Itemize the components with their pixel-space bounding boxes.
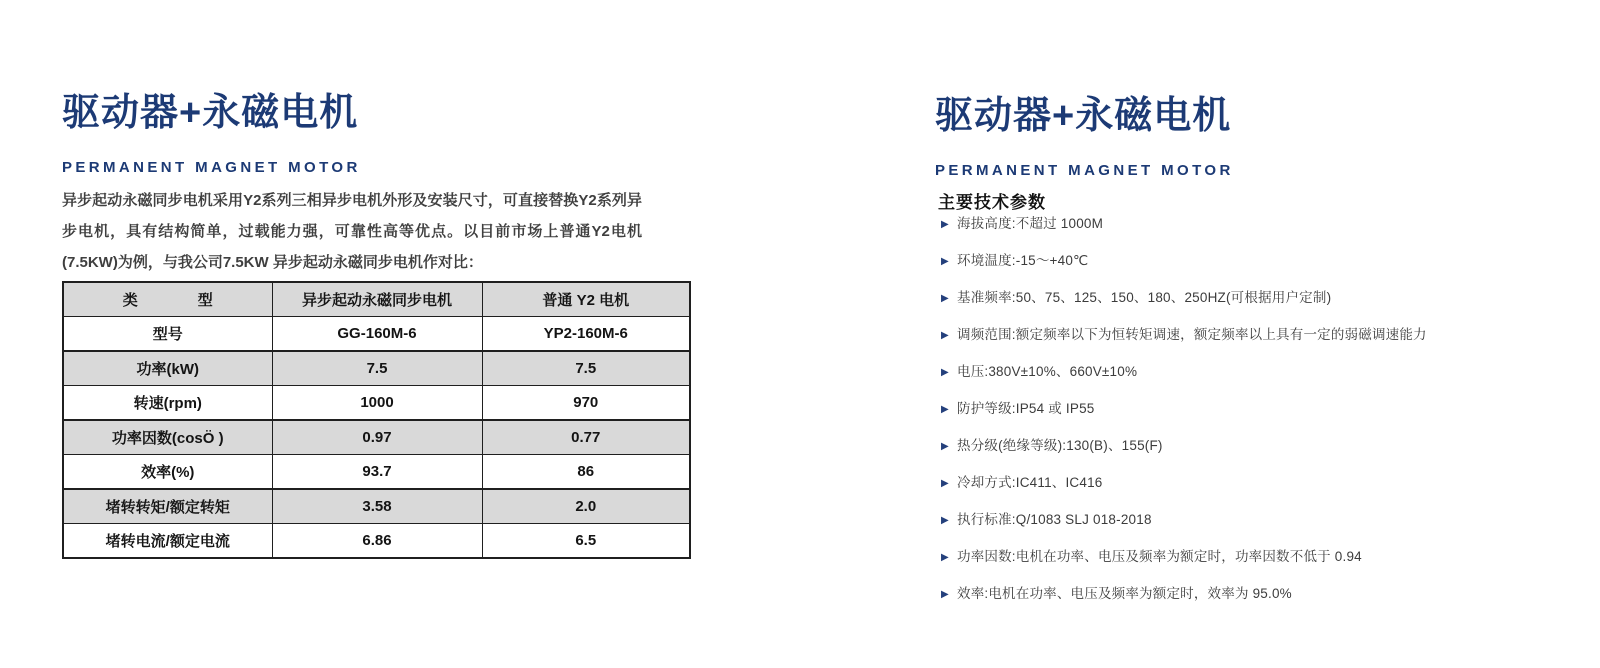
triangle-bullet-icon: ▶	[941, 441, 949, 452]
page-subtitle-left: PERMANENT MAGNET MOTOR	[62, 158, 361, 176]
table-row	[63, 524, 690, 559]
table-header-row	[63, 282, 690, 317]
triangle-bullet-icon: ▶	[941, 219, 949, 230]
spec-item	[935, 250, 1575, 272]
triangle-bullet-icon: ▶	[941, 589, 949, 600]
y2-value: 970	[482, 386, 690, 421]
motor-comparison-table	[62, 281, 691, 559]
y2-value: YP2-160M-6	[482, 317, 690, 352]
pm-value: 93.7	[272, 455, 482, 490]
page-subtitle-right: PERMANENT MAGNET MOTOR	[935, 161, 1234, 179]
row-label: 功率因数(cosÖ )	[63, 420, 272, 455]
table-row	[63, 317, 690, 352]
spec-item	[935, 472, 1575, 494]
spec-item	[935, 398, 1575, 420]
page-title-left: 驱动器+永磁电机	[62, 92, 359, 135]
y2-value: 6.5	[482, 524, 690, 559]
spec-text: 冷却方式:IC411、IC416	[957, 475, 1103, 490]
row-label: 功率(kW)	[63, 351, 272, 386]
spec-text: 基准频率:50、75、125、150、180、250HZ(可根据用户定制)	[957, 290, 1332, 305]
spec-text: 功率因数:电机在功率、电压及频率为额定时，功率因数不低于 0.94	[957, 549, 1362, 564]
table-row	[63, 351, 690, 386]
tech-params-heading: 主要技术参数	[938, 193, 1046, 213]
triangle-bullet-icon: ▶	[941, 515, 949, 526]
table-row	[63, 386, 690, 421]
pm-value: 0.97	[272, 420, 482, 455]
right-page	[935, 71, 1575, 601]
pm-value: 7.5	[272, 351, 482, 386]
y2-value: 86	[482, 455, 690, 490]
spec-text: 电压:380V±10%、660V±10%	[957, 364, 1138, 379]
left-page	[62, 68, 690, 550]
triangle-bullet-icon: ▶	[941, 293, 949, 304]
intro-paragraph: 异步起动永磁同步电机采用Y2系列三相异步电机外形及安装尺寸，可直接替换Y2系列异步电机，具有结构简单，过载能力强，可靠性高等优点。以目前市场上普通Y2电机(7.5KW)为例，与我公司7.5KW 异步起动永磁同步电机作对比：	[62, 192, 642, 271]
tech-spec-list	[935, 213, 1575, 620]
y2-value: 0.77	[482, 420, 690, 455]
triangle-bullet-icon: ▶	[941, 256, 949, 267]
pm-value: 1000	[272, 386, 482, 421]
spec-text: 热分级(绝缘等级):130(B)、155(F)	[957, 438, 1163, 453]
pm-value: GG-160M-6	[272, 317, 482, 352]
row-label: 堵转转矩/额定转矩	[63, 489, 272, 524]
pm-value: 6.86	[272, 524, 482, 559]
spec-item	[935, 324, 1575, 346]
spec-text: 环境温度:-15～+40℃	[957, 253, 1089, 268]
spec-text: 效率:电机在功率、电压及频率为额定时，效率为 95.0%	[957, 586, 1292, 601]
row-label: 转速(rpm)	[63, 386, 272, 421]
spec-item	[935, 435, 1575, 457]
row-label: 型号	[63, 317, 272, 352]
spec-item	[935, 583, 1575, 605]
row-label: 堵转电流/额定电流	[63, 524, 272, 559]
spec-text: 执行标准:Q/1083 SLJ 018-2018	[957, 512, 1152, 527]
y2-value: 2.0	[482, 489, 690, 524]
spec-item	[935, 361, 1575, 383]
header-pm-motor: 异步起动永磁同步电机	[272, 282, 482, 317]
triangle-bullet-icon: ▶	[941, 330, 949, 341]
spec-item	[935, 509, 1575, 531]
spec-text: 防护等级:IP54 或 IP55	[957, 401, 1095, 416]
table-row	[63, 455, 690, 490]
triangle-bullet-icon: ▶	[941, 367, 949, 378]
triangle-bullet-icon: ▶	[941, 478, 949, 489]
header-type: 类 型	[63, 282, 272, 317]
spec-item	[935, 287, 1575, 309]
spec-item	[935, 213, 1575, 235]
row-label: 效率(%)	[63, 455, 272, 490]
spec-item	[935, 546, 1575, 568]
triangle-bullet-icon: ▶	[941, 404, 949, 415]
y2-value: 7.5	[482, 351, 690, 386]
table-row	[63, 420, 690, 455]
spec-text: 海拔高度:不超过 1000M	[957, 216, 1104, 231]
table-row	[63, 489, 690, 524]
triangle-bullet-icon: ▶	[941, 552, 949, 563]
pm-value: 3.58	[272, 489, 482, 524]
spec-text: 调频范围:额定频率以下为恒转矩调速，额定频率以上具有一定的弱磁调速能力	[957, 327, 1427, 342]
page-title-right: 驱动器+永磁电机	[935, 95, 1232, 138]
header-y2-motor: 普通 Y2 电机	[482, 282, 690, 317]
